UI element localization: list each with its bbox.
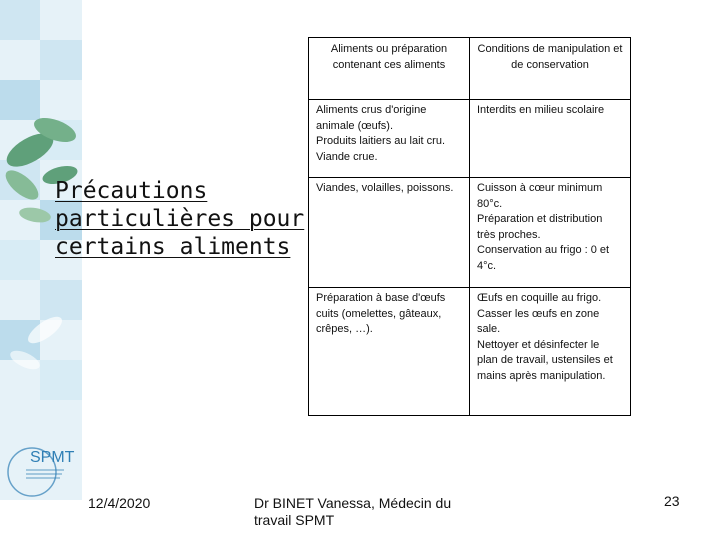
slide-number: 23 — [664, 493, 680, 509]
cell-line: Préparation à base d'œufs cuits (omelettes, gâteaux, crêpes, …). — [316, 292, 446, 335]
table-cell-conditions — [470, 178, 631, 288]
table-header-conditions: Conditions de manipulation et de conservation — [470, 38, 631, 100]
spmt-logo — [4, 440, 82, 500]
table-header-row — [309, 38, 631, 100]
footer-author: Dr BINET Vanessa, Médecin du travail SPMT — [254, 495, 452, 528]
footer-date: 12/4/2020 — [88, 495, 151, 511]
cell-line: Produits laitiers au lait cru. — [316, 135, 445, 147]
cell-line: Nettoyer et désinfecter le plan de travail, ustensiles et mains après manipulation. — [477, 338, 613, 382]
cell-line: Interdits en milieu scolaire — [477, 104, 605, 116]
cell-line: Œufs en coquille au frigo. — [477, 292, 602, 304]
table-row — [309, 100, 631, 178]
precautions-table — [308, 37, 631, 416]
cell-line: Conservation au frigo : 0 et 4°c. — [477, 244, 610, 272]
table-cell-foods — [309, 100, 470, 178]
cell-line: Casser les œufs en zone sale. — [477, 307, 600, 335]
table-row — [309, 178, 631, 288]
table-cell-foods — [309, 178, 470, 288]
slide-title — [55, 177, 305, 261]
cell-line: Viande crue. — [316, 150, 378, 163]
slide-title-line-3: certains aliments — [55, 234, 291, 260]
table-row — [309, 288, 631, 416]
slide-title-line-1: Précautions — [55, 178, 208, 204]
cell-line: Viandes, volailles, poissons. — [316, 182, 454, 194]
slide-title-line-2: particulières pour — [55, 206, 305, 232]
table-cell-foods — [309, 288, 470, 416]
table-header-foods: Aliments ou préparation contenant ces aliments — [309, 38, 470, 100]
cell-line: Aliments crus d'origine animale (œufs). — [316, 104, 427, 132]
logo-text: SPMT — [30, 449, 75, 466]
table-cell-conditions — [470, 100, 631, 178]
table-cell-conditions — [470, 288, 631, 416]
spmt-logo-mark — [4, 440, 82, 500]
cell-line: Préparation et distribution très proches. — [477, 213, 603, 241]
cell-line: Cuisson à cœur minimum 80°c. — [477, 182, 603, 210]
